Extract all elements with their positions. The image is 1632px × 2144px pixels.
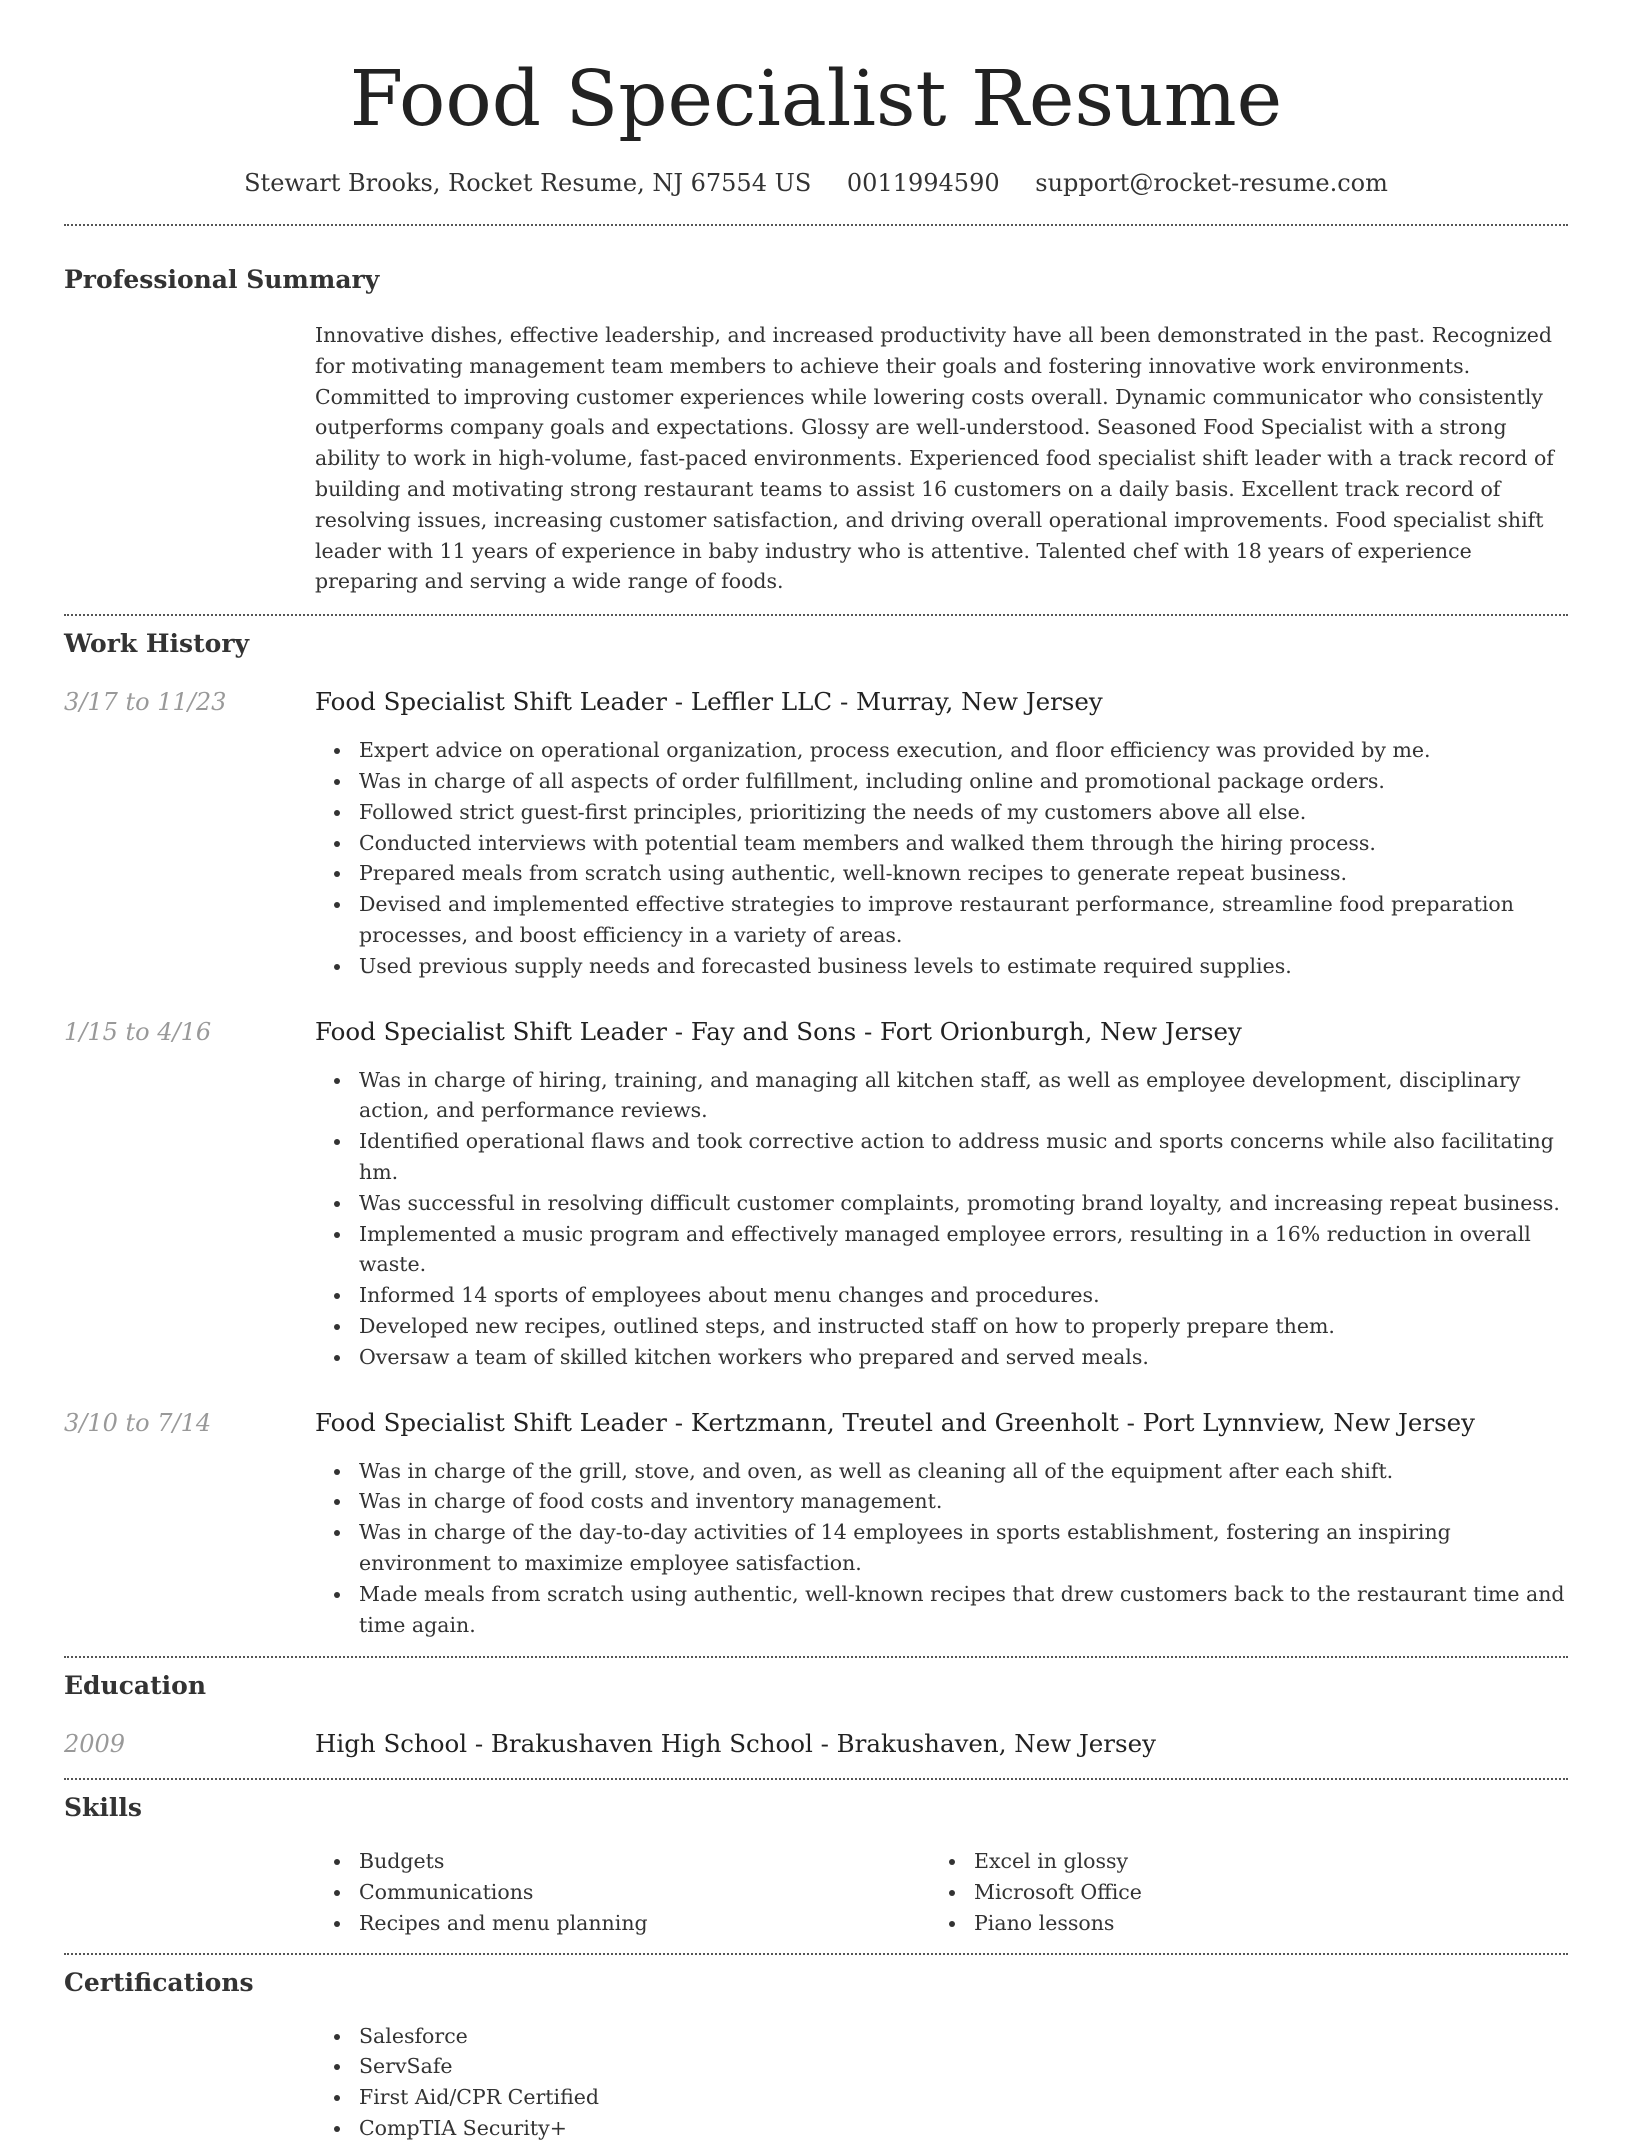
skill-item: Piano lessons bbox=[930, 1908, 1545, 1939]
list-item: Expert advice on operational organization, process execution, and floor efficiency was provided by me. bbox=[315, 735, 1568, 766]
skill-item: Budgets bbox=[315, 1846, 930, 1877]
list-item: Identified operational flaws and took corrective action to address music and sports concerns while also facilitating hm. bbox=[315, 1126, 1568, 1188]
list-item: Made meals from scratch using authentic, well-known recipes that drew customers back to the restaurant time and time again. bbox=[315, 1579, 1568, 1641]
contact-line bbox=[64, 168, 1568, 198]
job-bullets bbox=[315, 1456, 1568, 1641]
skills-columns bbox=[315, 1846, 1568, 1938]
list-item: Informed 14 sports of employees about menu changes and procedures. bbox=[315, 1280, 1568, 1311]
certifications-heading: Certifications bbox=[64, 1967, 254, 1997]
resume-page bbox=[64, 0, 1568, 2144]
job-entry bbox=[64, 686, 1568, 981]
list-item: Conducted interviews with potential team members and walked them through the hiring process. bbox=[315, 828, 1568, 859]
list-item: Oversaw a team of skilled kitchen workers who prepared and served meals. bbox=[315, 1342, 1568, 1373]
job-date: 1/15 to 4/16 bbox=[64, 1017, 212, 1046]
divider bbox=[64, 614, 1568, 616]
certifications-section bbox=[64, 1967, 1568, 2144]
certification-item: First Aid/CPR Certified bbox=[315, 2082, 1568, 2113]
list-item: Prepared meals from scratch using authentic, well-known recipes to generate repeat business. bbox=[315, 858, 1568, 889]
work-history-heading: Work History bbox=[64, 629, 250, 659]
work-history-section bbox=[64, 628, 1568, 1640]
job-title: Food Specialist Shift Leader - Kertzmann, Treutel and Greenholt - Port Lynnview, New Jersey bbox=[315, 1407, 1476, 1437]
list-item: Was successful in resolving difficult customer complaints, promoting brand loyalty, and increasing repeat business. bbox=[315, 1188, 1568, 1219]
list-item: Was in charge of the grill, stove, and oven, as well as cleaning all of the equipment after each shift. bbox=[315, 1456, 1568, 1487]
skill-item: Recipes and menu planning bbox=[315, 1908, 930, 1939]
divider bbox=[64, 1953, 1568, 1955]
job-bullets bbox=[315, 1065, 1568, 1373]
skill-item: Communications bbox=[315, 1877, 930, 1908]
skill-item: Excel in glossy bbox=[930, 1846, 1545, 1877]
contact-phone: 0011994590 bbox=[846, 169, 1000, 197]
summary-heading: Professional Summary bbox=[64, 265, 380, 294]
job-entry bbox=[64, 1407, 1568, 1641]
summary-section bbox=[64, 264, 1568, 597]
skill-item: Microsoft Office bbox=[930, 1877, 1545, 1908]
certification-item: CompTIA Security+ bbox=[315, 2113, 1568, 2144]
summary-text: Innovative dishes, effective leadership, and increased productivity have all been demonstrated in the past. Recognized for motivating management team members to achieve their goals and fostering innovative work environments. Committed to improving customer experiences while lowering costs overall. Dynamic communicator who consistently outperforms company goals and expectations. Glossy are well-understood. Seasoned Food Specialist with a strong ability to work in high-volume, fast-paced environments. Experienced food specialist shift leader with a track record of building and motivating strong restaurant teams to assist 16 customers on a daily basis. Excellent track record of resolving issues, increasing customer satisfaction, and driving overall operational improvements. Food specialist shift leader with 11 years of experience in baby industry who is attentive. Talented chef with 18 years of experience preparing and serving a wide range of foods. bbox=[315, 323, 1554, 594]
job-title: Food Specialist Shift Leader - Leffler LLC - Murray, New Jersey bbox=[315, 687, 1103, 717]
education-section bbox=[64, 1670, 1568, 1760]
list-item: Followed strict guest-first principles, prioritizing the needs of my customers above all else. bbox=[315, 797, 1568, 828]
job-date: 3/10 to 7/14 bbox=[64, 1408, 212, 1437]
job-entry bbox=[64, 1016, 1568, 1373]
skills-heading: Skills bbox=[64, 1793, 142, 1823]
job-title: Food Specialist Shift Leader - Fay and Sons - Fort Orionburgh, New Jersey bbox=[315, 1016, 1242, 1046]
education-title: High School - Brakushaven High School - Brakushaven, New Jersey bbox=[315, 1729, 1156, 1759]
list-item: Implemented a music program and effectively managed employee errors, resulting in a 16% reduction in overall waste. bbox=[315, 1219, 1568, 1281]
skills-list-right bbox=[930, 1846, 1545, 1938]
list-item: Developed new recipes, outlined steps, and instructed staff on how to properly prepare them. bbox=[315, 1311, 1568, 1342]
divider bbox=[64, 1778, 1568, 1780]
certification-item: ServSafe bbox=[315, 2051, 1568, 2082]
divider bbox=[64, 1656, 1568, 1658]
resume-title: Food Specialist Resume bbox=[349, 55, 1283, 144]
list-item: Was in charge of food costs and inventory management. bbox=[315, 1486, 1568, 1517]
contact-address: Stewart Brooks, Rocket Resume, NJ 67554 US bbox=[244, 169, 812, 197]
job-date: 3/17 to 11/23 bbox=[64, 688, 227, 717]
education-date: 2009 bbox=[64, 1730, 126, 1759]
certifications-list bbox=[315, 2021, 1568, 2144]
divider bbox=[64, 224, 1568, 226]
education-heading: Education bbox=[64, 1671, 207, 1701]
skills-list-left bbox=[315, 1846, 930, 1938]
contact-email: support@rocket-resume.com bbox=[1035, 169, 1388, 197]
list-item: Was in charge of the day-to-day activities of 14 employees in sports establishment, fostering an inspiring environment to maximize employee satisfaction. bbox=[315, 1517, 1568, 1579]
list-item: Was in charge of all aspects of order fulfillment, including online and promotional package orders. bbox=[315, 766, 1568, 797]
skills-section bbox=[64, 1792, 1568, 1938]
list-item: Devised and implemented effective strategies to improve restaurant performance, streamline food preparation processes, and boost efficiency in a variety of areas. bbox=[315, 889, 1568, 951]
education-entry bbox=[64, 1728, 1568, 1760]
certification-item: Salesforce bbox=[315, 2021, 1568, 2052]
list-item: Used previous supply needs and forecasted business levels to estimate required supplies. bbox=[315, 951, 1568, 982]
job-bullets bbox=[315, 735, 1568, 981]
list-item: Was in charge of hiring, training, and managing all kitchen staff, as well as employee development, disciplinary action, and performance reviews. bbox=[315, 1065, 1568, 1127]
